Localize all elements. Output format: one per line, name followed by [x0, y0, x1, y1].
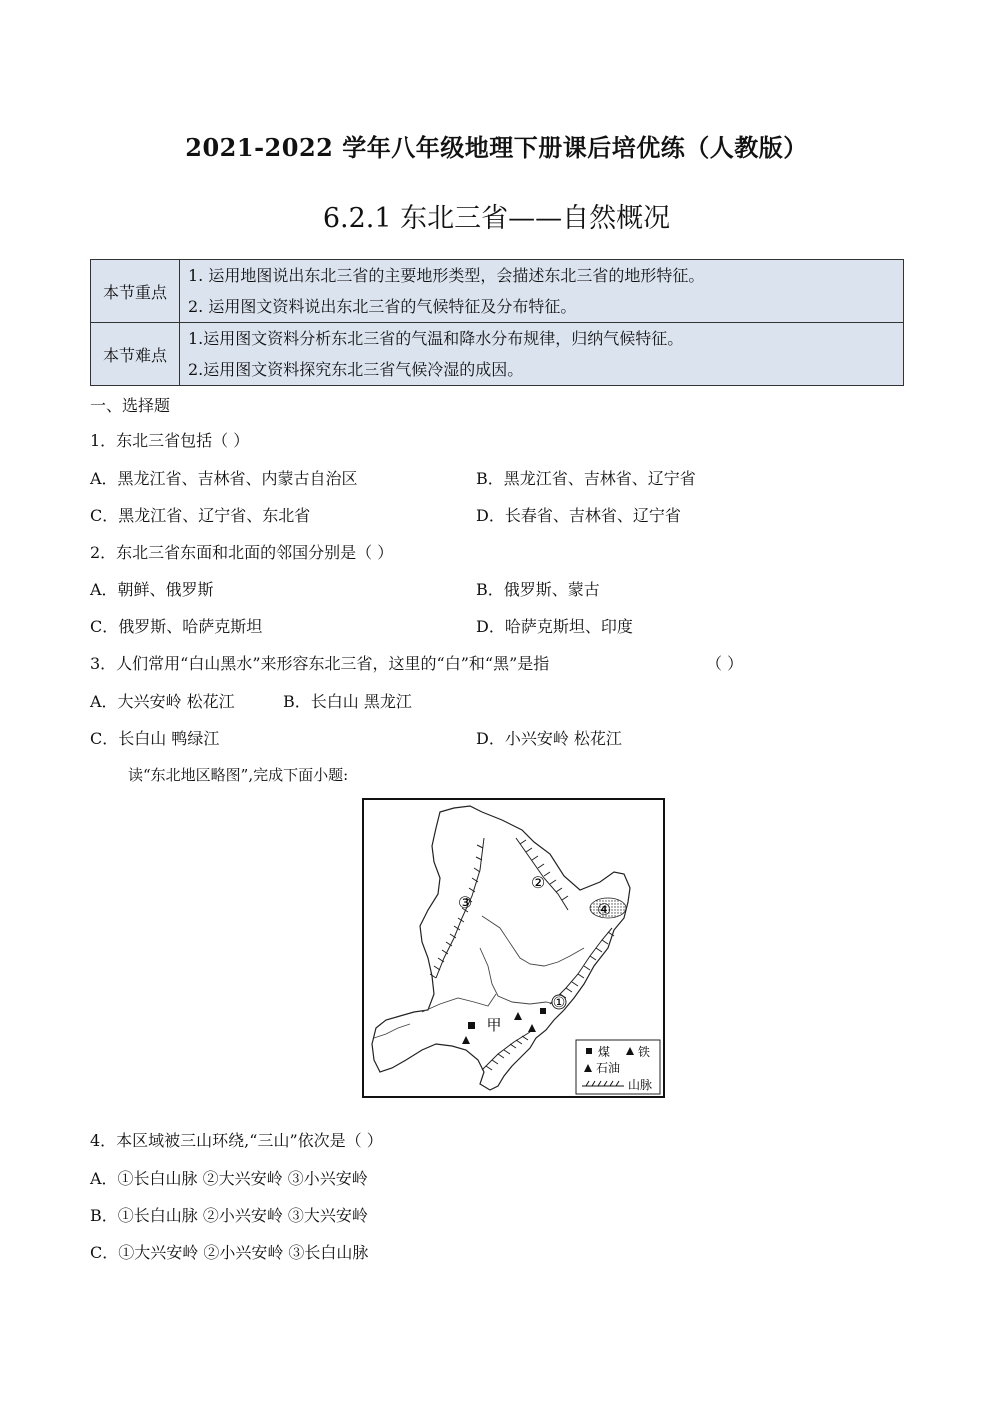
q2-option-c[interactable]: C．俄罗斯、哈萨克斯坦: [90, 617, 263, 636]
legend-oil: 石油: [596, 1061, 621, 1075]
difficult-points-cell: [180, 323, 904, 386]
northeast-map: [362, 798, 665, 1098]
worksheet-title: 2021-2022 学年八年级地理下册课后培优练（人教版）: [185, 133, 808, 162]
q3-option-d[interactable]: D．小兴安岭 松花江: [476, 729, 622, 748]
question-4-stem: 4．本区域被三山环绕,“三山”依次是（ ）: [90, 1131, 383, 1150]
q3-option-a[interactable]: A．大兴安岭 松花江: [90, 692, 235, 711]
q1-option-c[interactable]: C．黑龙江省、辽宁省、东北省: [90, 506, 311, 525]
difficult-points-row: [91, 323, 904, 386]
question-1-stem: 1．东北三省包括（ ）: [90, 431, 250, 450]
legend-iron: 铁: [638, 1045, 651, 1059]
key-point-item: 1. 运用地图说出东北三省的主要地形类型，会描述东北三省的地形特征。: [188, 266, 705, 285]
question-3-stem: 3．人们常用“白山黑水”来形容东北三省，这里的“白”和“黑”是指: [90, 654, 550, 673]
q1-option-a[interactable]: A．黑龙江省、吉林省、内蒙古自治区: [90, 469, 358, 488]
q2-option-b[interactable]: B．俄罗斯、蒙古: [476, 580, 600, 599]
legend-mountain: 山脉: [628, 1078, 653, 1092]
section-heading: 一、选择题: [90, 396, 171, 415]
q4-option-c[interactable]: C．①大兴安岭 ②小兴安岭 ③长白山脉: [90, 1243, 369, 1262]
question-2-stem: 2．东北三省东面和北面的邻国分别是（ ）: [90, 543, 394, 562]
coal-symbol: [540, 1008, 546, 1014]
map-legend: [576, 1040, 660, 1094]
difficult-point-item: 1.运用图文资料分析东北三省的气温和降水分布规律，归纳气候特征。: [188, 329, 684, 348]
key-points-row: [91, 260, 904, 323]
difficult-points-label: 本节难点: [91, 323, 180, 386]
key-points-label: 本节重点: [91, 260, 180, 323]
q3-option-c[interactable]: C．长白山 鸭绿江: [90, 729, 220, 748]
q1-option-b[interactable]: B．黑龙江省、吉林省、辽宁省: [476, 469, 696, 488]
difficult-point-item: 2.运用图文资料探究东北三省气候冷湿的成因。: [188, 360, 524, 379]
legend-coal-icon: [586, 1048, 592, 1054]
q3-option-b[interactable]: B．长白山 黑龙江: [283, 692, 412, 711]
lesson-goals-table: [90, 259, 904, 386]
marker-4: ④: [596, 900, 612, 919]
q3-answer-paren: （ ）: [706, 654, 744, 673]
coal-symbol: [468, 1022, 475, 1029]
key-points-cell: [180, 260, 904, 323]
q2-option-a[interactable]: A．朝鲜、俄罗斯: [90, 580, 214, 599]
marker-3: ③: [457, 893, 473, 912]
q4-option-b[interactable]: B．①长白山脉 ②小兴安岭 ③大兴安岭: [90, 1206, 368, 1225]
marker-1: ①: [552, 995, 566, 1011]
map-intro-text: 读“东北地区略图”,完成下面小题:: [128, 766, 349, 784]
marker-2: ②: [530, 873, 546, 892]
lesson-title: 6.2.1 东北三省——自然概况: [322, 203, 671, 234]
region-jia-label: 甲: [486, 1016, 502, 1034]
legend-coal: 煤: [598, 1045, 611, 1059]
q2-option-d[interactable]: D．哈萨克斯坦、印度: [476, 617, 633, 636]
key-point-item: 2. 运用图文资料说出东北三省的气候特征及分布特征。: [188, 297, 577, 316]
q1-option-d[interactable]: D．长春省、吉林省、辽宁省: [476, 506, 681, 525]
q4-option-a[interactable]: A．①长白山脉 ②大兴安岭 ③小兴安岭: [90, 1169, 368, 1188]
